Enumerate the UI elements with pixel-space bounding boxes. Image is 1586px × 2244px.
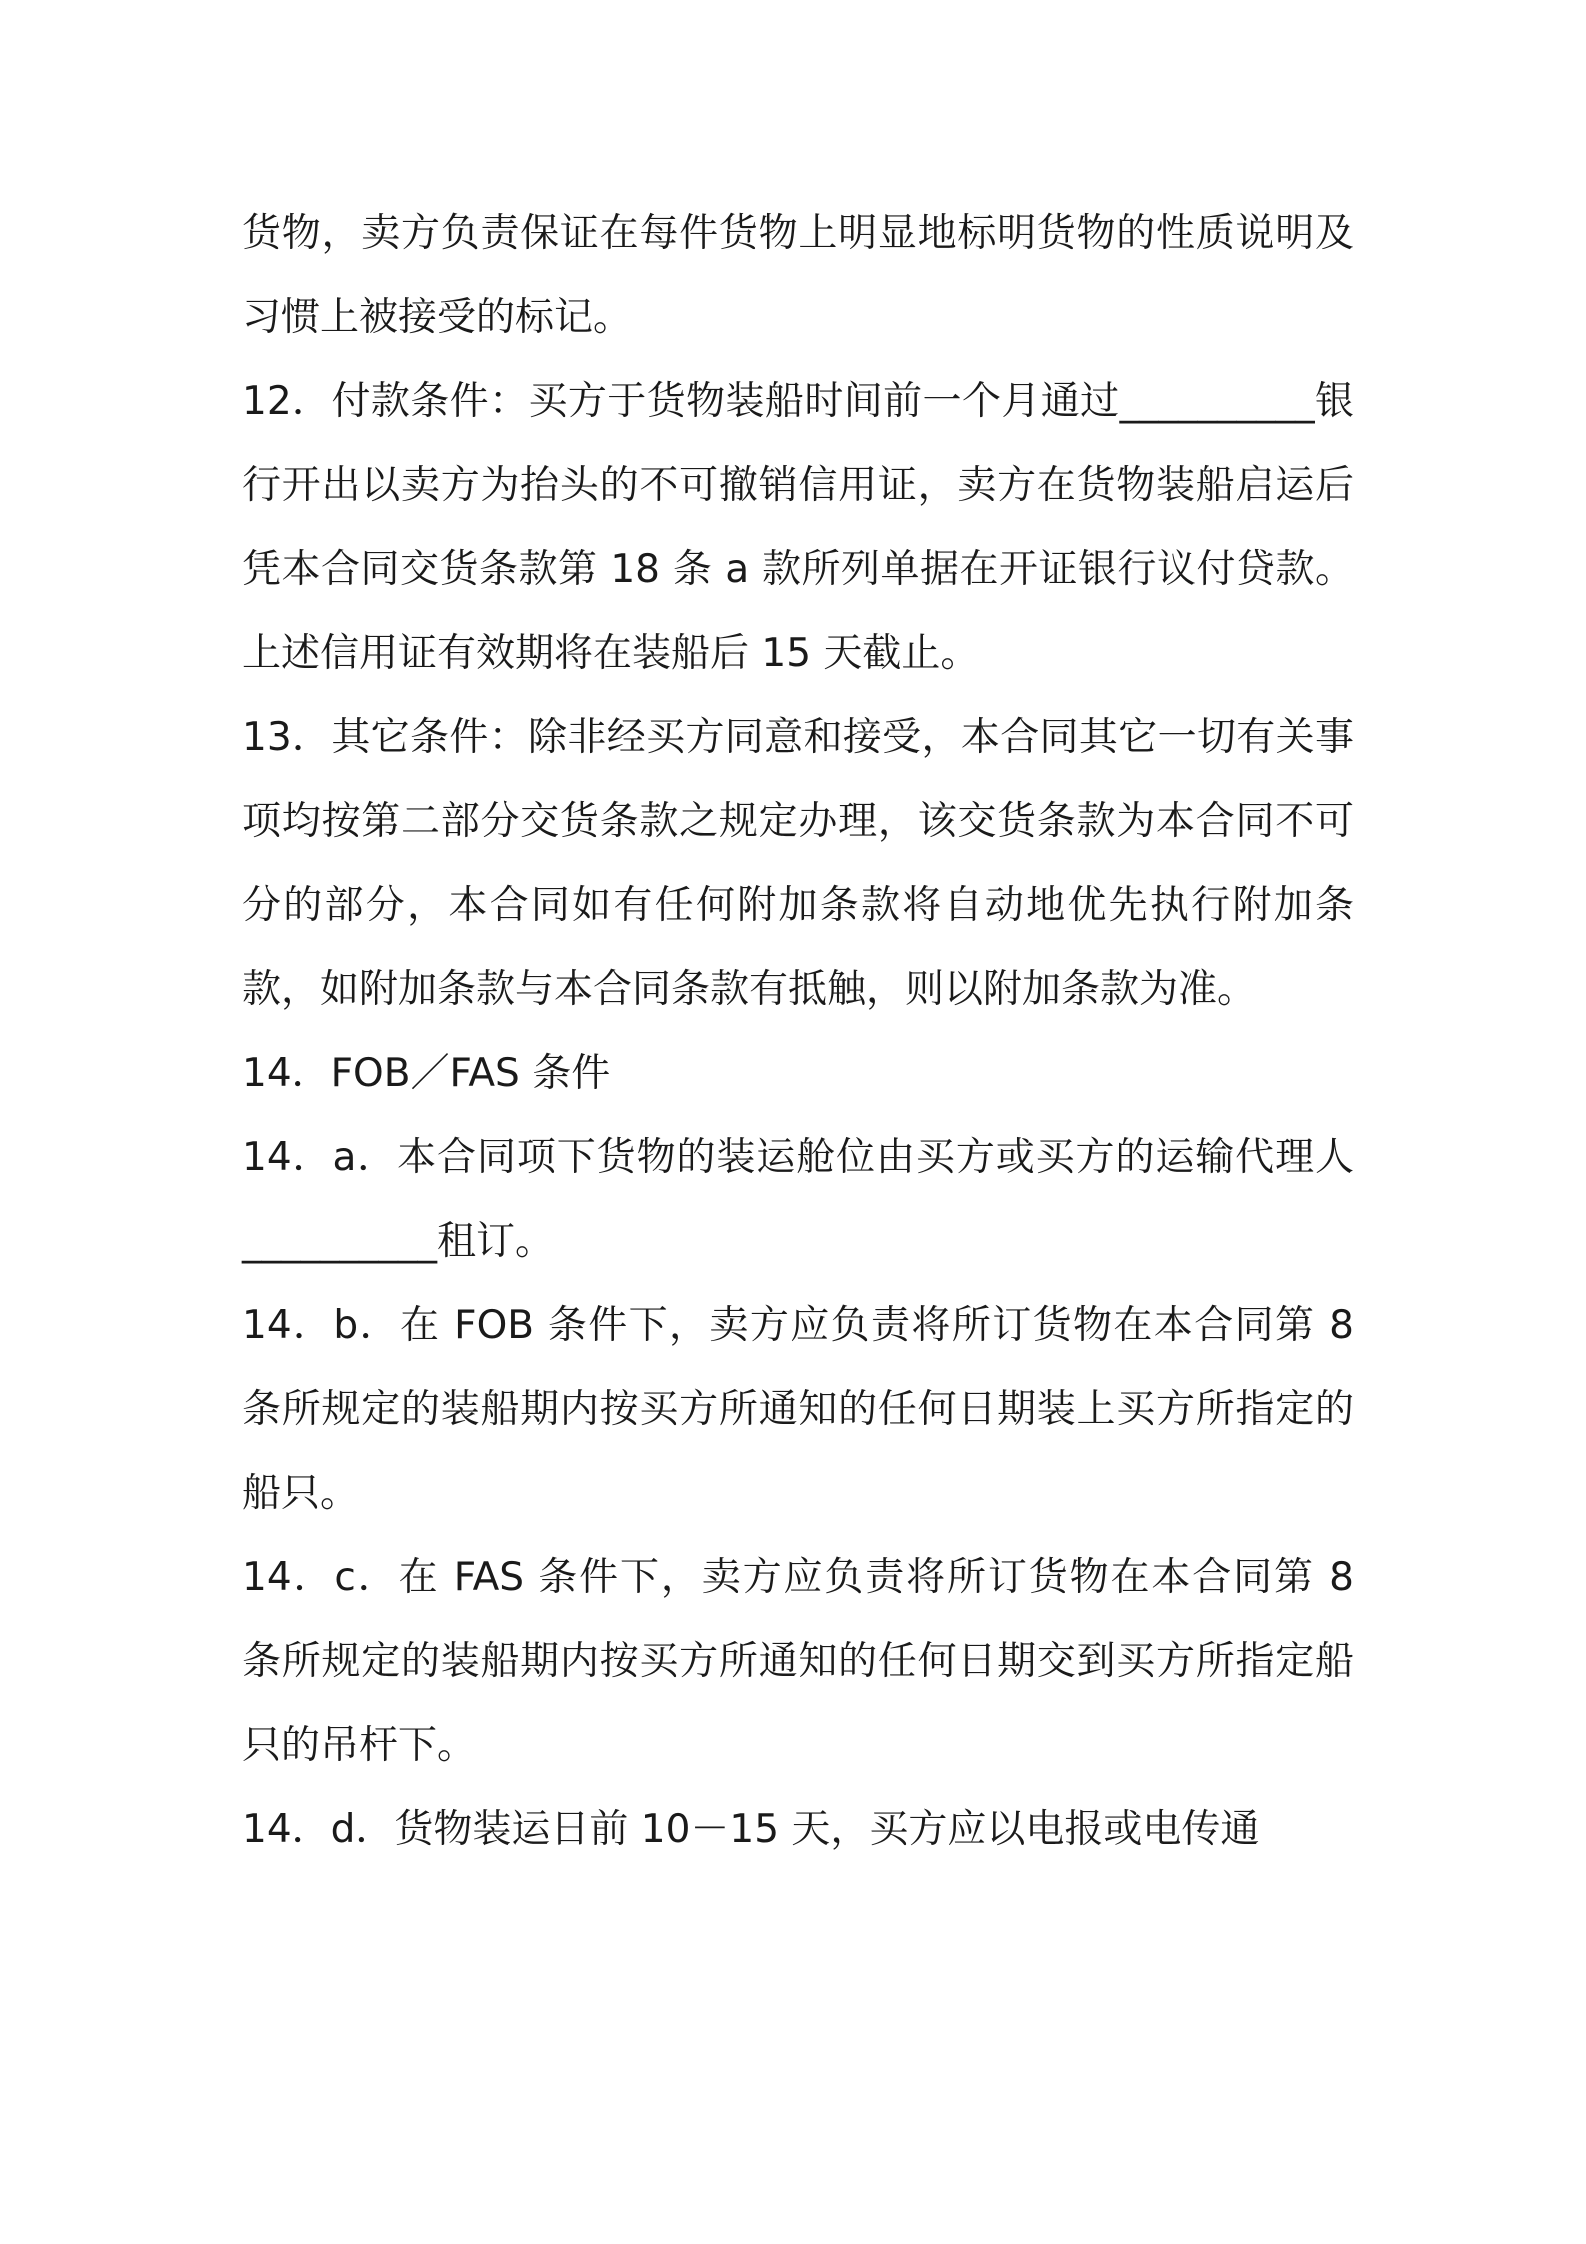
clause-14b-text: 14．b．在 FOB 条件下，卖方应负责将所订货物在本合同第 8 条所规定的装船期内按买方所通知的任何日期装上买方所指定的船只。 [242,1303,1354,1516]
clause-14d-text: 14．d．货物装运日前 10－15 天，买方应以电报或电传通 [242,1807,1260,1852]
clause-14a-agent-blank: __________ [242,1219,437,1264]
clause-14a-suffix: 租订。 [437,1219,555,1264]
clause-14d [242,1788,1354,1872]
clause-14c [242,1536,1354,1788]
clause-13-other-terms [242,696,1354,1032]
paragraph-continuation [242,192,1354,360]
clause-14b [242,1284,1354,1536]
clause-13-text: 13．其它条件：除非经买方同意和接受，本合同其它一切有关事项均按第二部分交货条款之规定办理，该交货条款为本合同不可分的部分，本合同如有任何附加条款将自动地优先执行附加条款，如附加条款与本合同条款有抵触，则以附加条款为准。 [242,715,1354,1012]
clause-14a [242,1116,1354,1284]
clause-12-bank-blank: __________ [1119,379,1315,424]
paragraph-text: 货物，卖方负责保证在每件货物上明显地标明货物的性质说明及习惯上被接受的标记。 [242,211,1354,340]
clause-12-prefix: 12．付款条件：买方于货物装船时间前一个月通过 [242,379,1120,424]
clause-14c-text: 14．c．在 FAS 条件下，卖方应负责将所订货物在本合同第 8 条所规定的装船期内按买方所通知的任何日期交到买方所指定船只的吊杆下。 [242,1555,1354,1768]
clause-14a-prefix: 14．a．本合同项下货物的装运舱位由买方或买方的运输代理人 [242,1135,1354,1180]
clause-14-heading-text: 14．FOB／FAS 条件 [242,1051,611,1096]
document-body [242,192,1354,1872]
clause-12-payment-terms [242,360,1354,696]
clause-12-suffix: 银行开出以卖方为抬头的不可撤销信用证，卖方在货物装船启运后凭本合同交货条款第 18 条 a 款所列单据在开证银行议付贷款。上述信用证有效期将在装船后 15 天截止。 [242,379,1354,676]
clause-14-heading [242,1032,1354,1116]
